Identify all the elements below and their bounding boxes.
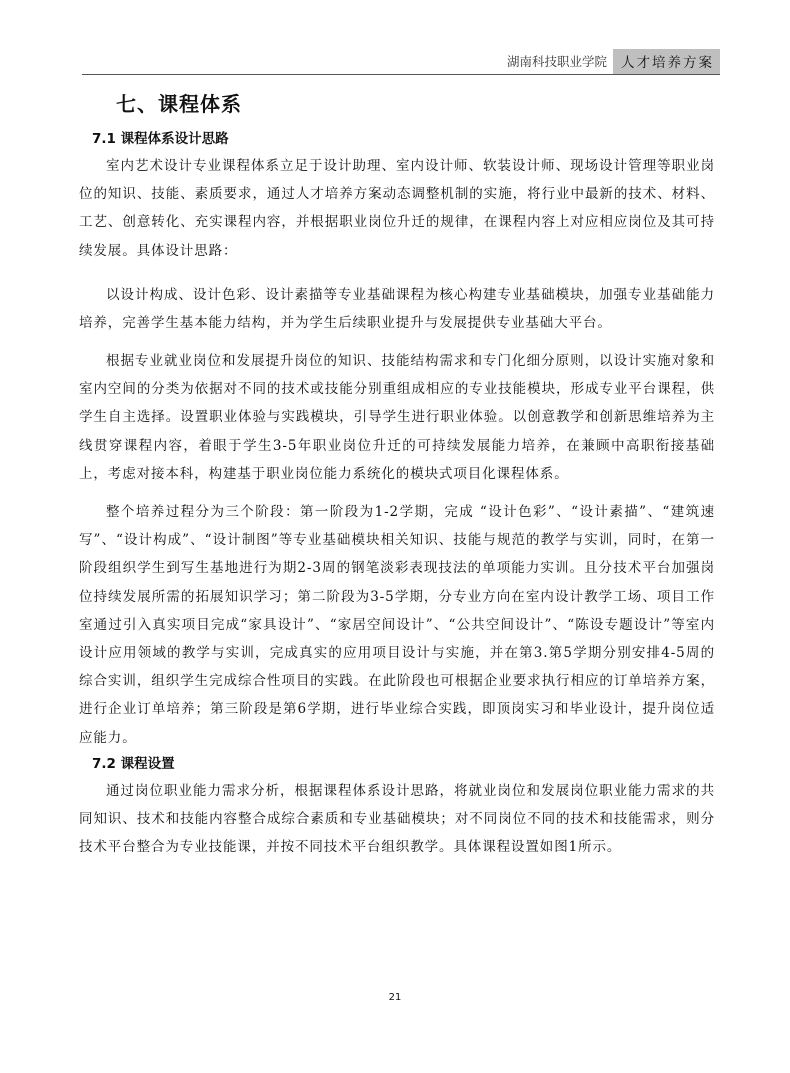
- header-school-name: 湖南科技职业学院: [506, 54, 607, 69]
- header-divider: [82, 74, 720, 75]
- page-header: [82, 50, 720, 74]
- paragraph-foundation-module: 以设计构成、设计色彩、设计素描等专业基础课程为核心构建专业基础模块，加强专业基础能力培养，完善学生基本能力结构，并为学生后续职业提升与发展提供专业基础大平台。: [79, 287, 715, 332]
- paragraph-three-stages: 整个培养过程分为三个阶段：第一阶段为1-2学期，完成 “设计色彩”、“设计素描”、“建筑速写”、“设计构成”、“设计制图”等专业基础模块相关知识、技能与规范的教学与实训，同时，在第一阶段组织学生到写生基地进行为期2-3周的钢笔淡彩表现技法的单项能力实训。且分技术平台加强岗位持续发展所需的拓展知识学习；第二阶段为3-5学期，分专业方向在室内设计教学工场、项目工作室通过引入真实项目完成“家具设计”、“家居空间设计”、“公共空间设计”、“陈设专题设计”等室内设计应用领域的教学与实训，完成真实的应用项目设计与实施，并在第3.第5学期分别安排4-5周的综合实训，组织学生完成综合性项目的实践。在此阶段也可根据企业要求执行相应的订单培养方案，进行企业订单培养；第三阶段是第6学期，进行毕业综合实践，即顶岗实习和毕业设计，提升岗位适应能力。: [79, 504, 715, 746]
- paragraph-course-setting: 通过岗位职业能力需求分析，根据课程体系设计思路，将就业岗位和发展岗位职业能力需求的共同知识、技术和技能内容整合成综合素质和专业基础模块；对不同岗位不同的技术和技能需求，则分技术平台整合为专业技能课，并按不同技术平台组织教学。具体课程设置如图1所示。: [79, 783, 715, 856]
- page-number: 21: [388, 992, 402, 1003]
- paragraph-skill-modules: 根据专业就业岗位和发展提升岗位的知识、技能结构需求和专门化细分原则，以设计实施对象和室内空间的分类为依据对不同的技术或技能分别重组成相应的专业技能模块，形成专业平台课程，供学生自主选择。设置职业体验与实践模块，引导学生进行职业体验。以创意教学和创新思维培养为主线贯穿课程内容，着眼于学生3-5年职业岗位升迁的可持续发展能力培养，在兼顾中高职衔接基础上，考虑对接本科，构建基于职业岗位能力系统化的模块式项目化课程体系。: [79, 353, 715, 482]
- section-title-7-2: 7.2 课程设置: [92, 756, 175, 772]
- paragraph-course-system-intro: 室内艺术设计专业课程体系立足于设计助理、室内设计师、软装设计师、现场设计管理等职业岗位的知识、技能、素质要求，通过人才培养方案动态调整机制的实施，将行业中最新的技术、材料、工艺、创意转化、充实课程内容，并根据职业岗位升迁的规律，在课程内容上对应相应岗位及其可持续发展。具体设计思路：: [79, 158, 715, 259]
- chapter-title: 七、课程体系: [116, 92, 242, 116]
- section-title-7-1: 7.1 课程体系设计思路: [92, 131, 229, 147]
- header-document-title: 人才培养方案: [613, 49, 720, 74]
